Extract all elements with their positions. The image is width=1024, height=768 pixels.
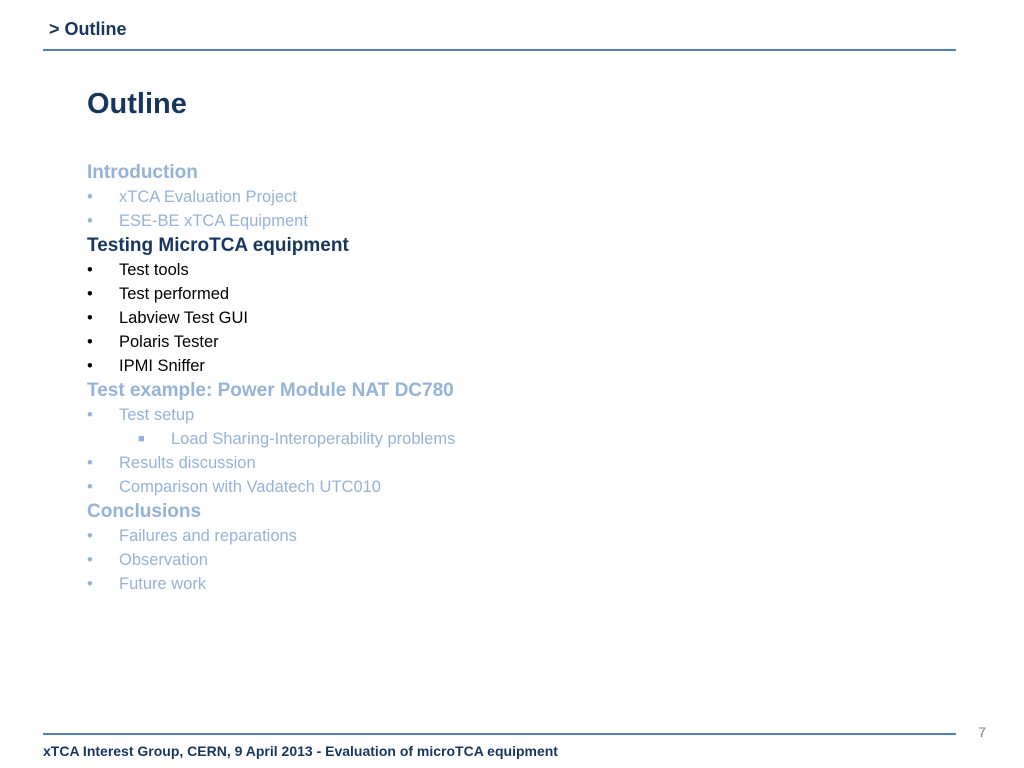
- bullet-icon: •: [87, 551, 93, 569]
- outline-section: Conclusions: [87, 501, 202, 522]
- outline-item-label: Comparison with Vadatech UTC010: [119, 478, 381, 496]
- outline-section: Introduction: [87, 162, 198, 183]
- outline-item-label: Test tools: [119, 261, 189, 279]
- outline-item-label: Failures and reparations: [119, 527, 297, 545]
- breadcrumb: > Outline: [49, 19, 127, 39]
- outline-item: [87, 258, 454, 282]
- outline-item: [87, 209, 454, 233]
- bullet-icon: •: [87, 188, 93, 206]
- outline-item-label: Future work: [119, 575, 207, 593]
- outline-subitem: [87, 427, 454, 451]
- footer-divider: [43, 733, 956, 735]
- outline-item-label: ESE-BE xTCA Equipment: [119, 212, 308, 230]
- square-bullet-icon: ■: [138, 433, 145, 445]
- bullet-icon: •: [87, 575, 93, 593]
- bullet-icon: •: [87, 285, 93, 303]
- outline-item-label: IPMI Sniffer: [119, 357, 205, 375]
- outline-item: [87, 354, 454, 378]
- bullet-icon: •: [87, 478, 93, 496]
- page-number: 7: [978, 724, 986, 740]
- outline-item: [87, 185, 454, 209]
- outline-item: [87, 306, 454, 330]
- bullet-icon: •: [87, 527, 93, 545]
- outline-section: Test example: Power Module NAT DC780: [87, 380, 454, 401]
- outline-list: [87, 160, 454, 596]
- bullet-icon: •: [87, 406, 93, 424]
- bullet-icon: •: [87, 454, 93, 472]
- bullet-icon: •: [87, 261, 93, 279]
- bullet-icon: •: [87, 309, 93, 327]
- outline-item: [87, 403, 454, 427]
- outline-item-label: Load Sharing-Interoperability problems: [171, 430, 456, 448]
- outline-item: [87, 524, 454, 548]
- footer-text: xTCA Interest Group, CERN, 9 April 2013 - Evaluation of microTCA equipment: [43, 743, 558, 759]
- bullet-icon: •: [87, 333, 93, 351]
- bullet-icon: •: [87, 357, 93, 375]
- bullet-icon: •: [87, 212, 93, 230]
- outline-item-label: Test setup: [119, 406, 195, 424]
- slide-title: Outline: [87, 88, 187, 120]
- outline-item: [87, 451, 454, 475]
- outline-item: [87, 282, 454, 306]
- outline-item: [87, 572, 454, 596]
- outline-item: [87, 330, 454, 354]
- outline-item-label: Test performed: [119, 285, 230, 303]
- outline-item: [87, 475, 454, 499]
- outline-section: Testing MicroTCA equipment: [87, 235, 349, 256]
- outline-item-label: Observation: [119, 551, 208, 569]
- header-divider: [43, 49, 956, 51]
- outline-item-label: xTCA Evaluation Project: [119, 188, 297, 206]
- outline-item-label: Results discussion: [119, 454, 256, 472]
- outline-item-label: Polaris Tester: [119, 333, 219, 351]
- outline-item-label: Labview Test GUI: [119, 309, 249, 327]
- outline-item: [87, 548, 454, 572]
